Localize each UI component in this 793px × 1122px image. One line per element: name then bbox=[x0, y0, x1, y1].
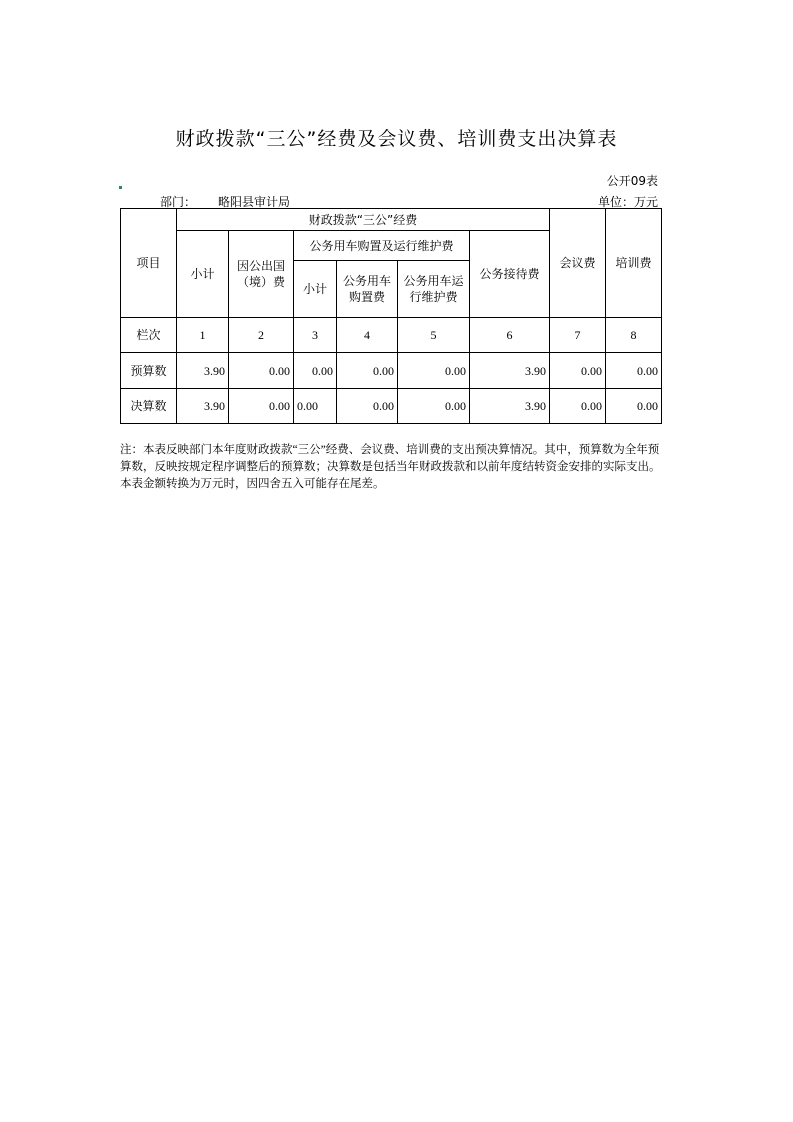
budget-training: 0.00 bbox=[606, 353, 662, 389]
index-cell: 5 bbox=[398, 318, 470, 353]
table-row-actual bbox=[121, 389, 662, 424]
table-note: 注：本表反映部门本年度财政拨款“三公”经费、会议费、培训费的支出预决算情况。其中，预算数为全年预算数，反映按规定程序调整后的预算数；决算数是包括当年财政拨款和以前年度结转资金安排的实际支出。本表金额转换为万元时，因四舍五入可能存在尾差。 bbox=[120, 444, 661, 490]
header-vehicle-run-line2: 行维护费 bbox=[409, 290, 458, 304]
header-vehicle-run-line1: 公务用车运 bbox=[403, 274, 464, 288]
actual-abroad: 0.00 bbox=[229, 389, 294, 424]
department-name: 略阳县审计局 bbox=[218, 195, 291, 209]
header-abroad-line1: 因公出国 bbox=[236, 259, 285, 273]
budget-vehicle-buy: 0.00 bbox=[337, 353, 398, 389]
table-number: 公开09表 bbox=[606, 174, 658, 188]
index-cell: 8 bbox=[606, 318, 662, 353]
index-row bbox=[121, 318, 662, 353]
header-subtotal: 小计 bbox=[177, 231, 229, 318]
expenditure-table bbox=[120, 208, 662, 424]
header-vehicle: 公务用车购置及运行维护费 bbox=[294, 231, 470, 261]
cell-marker bbox=[119, 186, 122, 189]
header-vehicle-buy-line1: 公务用车 bbox=[342, 274, 391, 288]
actual-subtotal: 3.90 bbox=[177, 389, 229, 424]
actual-vehicle-buy: 0.00 bbox=[337, 389, 398, 424]
budget-vehicle-run: 0.00 bbox=[398, 353, 470, 389]
budget-reception: 3.90 bbox=[470, 353, 550, 389]
department-label: 部门： bbox=[160, 195, 197, 209]
header-training: 培训费 bbox=[606, 209, 662, 318]
unit-label: 单位：万元 bbox=[597, 195, 658, 209]
index-cell: 2 bbox=[229, 318, 294, 353]
budget-vehicle-subtotal: 0.00 bbox=[294, 353, 337, 389]
row-label-budget: 预算数 bbox=[121, 353, 177, 389]
actual-vehicle-subtotal: 0.00 bbox=[294, 389, 337, 424]
table-row-budget bbox=[121, 353, 662, 389]
actual-training: 0.00 bbox=[606, 389, 662, 424]
index-cell: 1 bbox=[177, 318, 229, 353]
index-cell: 7 bbox=[550, 318, 606, 353]
index-cell: 6 bbox=[470, 318, 550, 353]
index-label: 栏次 bbox=[121, 318, 177, 353]
header-reception: 公务接待费 bbox=[470, 231, 550, 318]
actual-reception: 3.90 bbox=[470, 389, 550, 424]
header-vehicle-subtotal: 小计 bbox=[294, 261, 337, 318]
actual-meeting: 0.00 bbox=[550, 389, 606, 424]
header-abroad-line2: （境）费 bbox=[236, 275, 285, 289]
header-meeting: 会议费 bbox=[550, 209, 606, 318]
header-vehicle-buy-line2: 购置费 bbox=[348, 290, 385, 304]
budget-abroad: 0.00 bbox=[229, 353, 294, 389]
index-cell: 3 bbox=[294, 318, 337, 353]
header-vehicle-run bbox=[398, 261, 470, 318]
row-label-actual: 决算数 bbox=[121, 389, 177, 424]
header-abroad bbox=[229, 231, 294, 318]
index-cell: 4 bbox=[337, 318, 398, 353]
actual-vehicle-run: 0.00 bbox=[398, 389, 470, 424]
header-sangong: 财政拨款“三公”经费 bbox=[177, 209, 550, 231]
page-title: 财政拨款“三公”经费及会议费、培训费支出决算表 bbox=[175, 128, 618, 150]
budget-meeting: 0.00 bbox=[550, 353, 606, 389]
header-item: 项目 bbox=[121, 209, 177, 318]
header-vehicle-buy bbox=[337, 261, 398, 318]
budget-subtotal: 3.90 bbox=[177, 353, 229, 389]
